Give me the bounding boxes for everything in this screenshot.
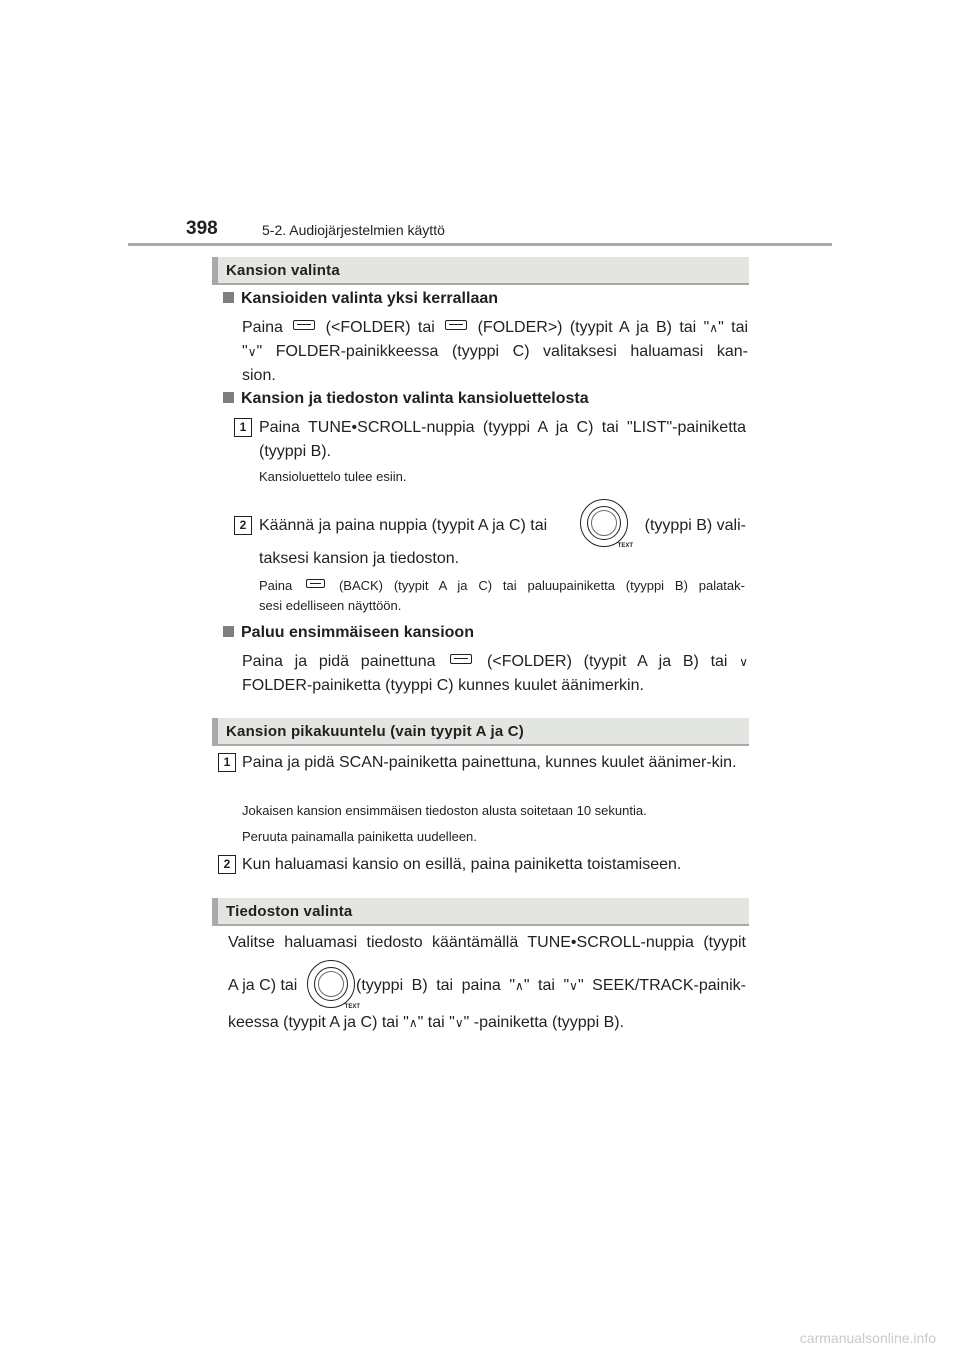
chevron-down-icon: ∨ — [569, 979, 578, 993]
step-number: 1 — [234, 418, 252, 437]
section-header-folder-select — [212, 257, 749, 285]
step-number: 2 — [234, 516, 252, 535]
square-bullet-icon — [223, 392, 234, 403]
section-header-file-select — [212, 898, 749, 926]
section-header-quick-listen — [212, 718, 749, 746]
step-text: (tyyppi B) vali- — [644, 517, 746, 534]
subheading-from-list: Kansion ja tiedoston valinta kansioluettelosta — [223, 390, 589, 408]
button-icon — [445, 320, 467, 330]
section-title: Kansion pikakuuntelu (vain tyypit A ja C) — [226, 723, 524, 740]
section-title: Kansion valinta — [226, 262, 340, 279]
step-note: Paina (BACK) (tyypit A ja C) tai paluupainiketta (tyyppi B) palatak- — [259, 578, 745, 593]
step-text: Paina ja pidä SCAN-painiketta painettuna, kunnes kuulet äänimer-kin. — [242, 754, 737, 771]
button-icon — [293, 320, 315, 330]
subheading-one-by-one: Kansioiden valinta yksi kerrallaan — [223, 290, 498, 308]
chevron-up-icon: ∧ — [515, 979, 524, 993]
chapter-title: 5-2. Audiojärjestelmien käyttö — [262, 222, 445, 238]
header-divider — [128, 243, 832, 246]
step-number: 2 — [218, 855, 236, 874]
step-note: Kansioluettelo tulee esiin. — [259, 469, 407, 484]
chevron-down-icon: ∨ — [247, 345, 257, 359]
paragraph-file-select-line3: keessa (tyypit A ja C) tai "∧" tai "∨" -painiketta (tyyppi B). — [228, 1014, 625, 1031]
subheading-return-first: Paluu ensimmäiseen kansioon — [223, 624, 474, 642]
chevron-down-icon: ∨ — [454, 1016, 464, 1030]
watermark: carmanualsonline.info — [799, 1330, 936, 1346]
paragraph-return-first: Paina ja pidä painettuna (<FOLDER) (tyypit A ja B) tai ∨ FOLDER-painiketta (tyyppi C) kunnes kuulet äänimerkin. — [242, 653, 749, 694]
button-icon — [450, 654, 472, 664]
step-text: Käännä ja paina nuppia (tyypit A ja C) tai — [259, 517, 548, 534]
step-text: taksesi kansion ja tiedoston. — [259, 550, 460, 567]
step-number: 1 — [218, 753, 236, 772]
button-icon — [306, 579, 325, 588]
square-bullet-icon — [223, 292, 234, 303]
paragraph-file-select-line1: Valitse haluamasi tiedosto kääntämällä TUNE•SCROLL-nuppia (tyypit — [228, 934, 746, 951]
page-number: 398 — [186, 218, 218, 239]
step-text: Kun haluamasi kansio on esillä, paina painiketta toistamiseen. — [242, 856, 682, 873]
paragraph-file-select-line2b: (tyyppi B) tai paina "∧" tai "∨" SEEK/TRACK-painik- — [356, 977, 746, 994]
tune-scroll-knob-icon: TEXT — [580, 499, 628, 547]
section-title: Tiedoston valinta — [226, 903, 353, 920]
step-note: Jokaisen kansion ensimmäisen tiedoston alusta soitetaan 10 sekuntia. — [242, 803, 647, 818]
chevron-up-icon: ∧ — [709, 321, 719, 335]
chevron-down-icon: ∨ — [739, 655, 749, 669]
paragraph-one-by-one: Paina (<FOLDER) tai (FOLDER>) (tyypit A ja B) tai "∧" tai "∨" FOLDER-painikkeessa (tyyppi C) valitaksesi haluamasi kan- sion. — [242, 319, 749, 384]
step-note: sesi edelliseen näyttöön. — [259, 598, 402, 613]
step-text: Paina TUNE•SCROLL-nuppia (tyyppi A ja C) tai "LIST"-painiketta (tyyppi B). — [259, 419, 746, 460]
square-bullet-icon — [223, 626, 234, 637]
tune-scroll-knob-icon: TEXT — [307, 960, 355, 1008]
step-note: Peruuta painamalla painiketta uudelleen. — [242, 829, 477, 844]
chevron-up-icon: ∧ — [408, 1016, 418, 1030]
paragraph-file-select-line2a: A ja C) tai — [228, 977, 298, 994]
